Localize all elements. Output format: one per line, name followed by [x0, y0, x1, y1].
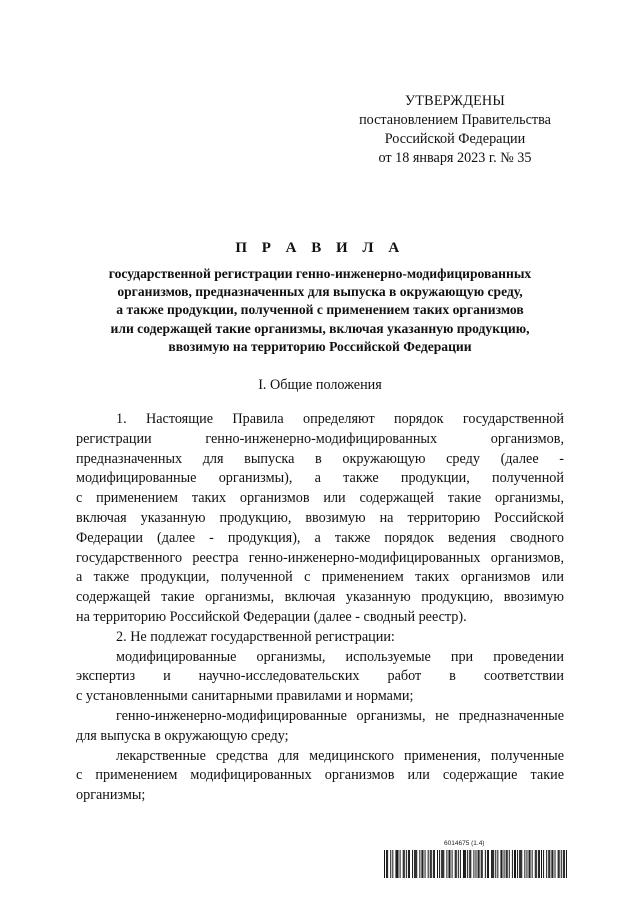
- list-item-3: [76, 747, 564, 806]
- section-heading: I. Общие положения: [258, 377, 382, 393]
- approval-line: постановлением Правительства: [359, 112, 551, 128]
- subtitle-line: а также продукции, полученной с применением таких организмов: [116, 302, 524, 318]
- text-line: государственного реестра генно-инженерно-модифицированных организмов,: [76, 549, 564, 566]
- text-line: включая указанную продукцию, ввозимую на территорию Российской: [76, 509, 564, 526]
- text-line: с установленными санитарными правилами и нормами;: [76, 688, 414, 705]
- subtitle-line: ввозимую на территорию Российской Федерации: [168, 338, 472, 354]
- paragraph-1: [76, 410, 564, 628]
- subtitle-line: или содержащей такие организмы, включая указанную продукцию,: [110, 320, 530, 336]
- text-line: регистрации генно-инженерно-модифицированных организмов,: [76, 430, 564, 447]
- list-item-2: [76, 707, 564, 747]
- text-line: Федерации (далее - продукция), а также порядок ведения сводного: [76, 529, 564, 546]
- approval-block: [340, 92, 570, 168]
- subtitle-line: организмов, предназначенных для выпуска в окружающую среду,: [117, 284, 523, 300]
- text-line: для выпуска в окружающую среду;: [76, 727, 289, 744]
- approval-line: Российской Федерации: [384, 131, 526, 147]
- text-line: на территорию Российской Федерации (далее - сводный реестр).: [76, 608, 467, 625]
- approval-heading: УТВЕРЖДЕНЫ: [405, 93, 505, 109]
- document-body: [76, 410, 564, 806]
- text-line: модифицированные организмы), а также продукции, полученной: [76, 470, 564, 487]
- approval-date: от 18 января 2023 г. № 35: [378, 150, 532, 166]
- barcode-block: [384, 840, 567, 880]
- subtitle-line: государственной регистрации генно-инженерно-модифицированных: [108, 266, 532, 281]
- text-line: содержащей такие организмы, включая указанную продукцию, ввозимую: [76, 589, 564, 606]
- text-line: а также продукции, полученной с применением таких организмов или: [76, 569, 564, 586]
- text-line: экспертиз и научно-исследовательских работ в соответствии: [76, 668, 564, 685]
- list-item-1: [76, 648, 564, 707]
- paragraph-2: [76, 628, 564, 648]
- text-line: с применением модифицированных организмов или содержащие такие: [76, 767, 564, 784]
- document-subtitle: [66, 265, 574, 356]
- text-line: лекарственные средства для медицинского применения, полученные: [116, 747, 564, 764]
- text-line: организмы;: [76, 787, 146, 804]
- document-title: П Р А В И Л А: [235, 240, 405, 256]
- text-line: 2. Не подлежат государственной регистрации:: [116, 628, 395, 645]
- text-line: генно-инженерно-модифицированные организмы, не предназначенные: [116, 707, 564, 724]
- text-line: с применением таких организмов или содержащей такие организмы,: [76, 490, 564, 507]
- barcode-number: 6014675 (1.4): [444, 840, 485, 847]
- text-line: предназначенных для выпуска в окружающую среду (далее -: [76, 450, 564, 467]
- text-line: модифицированные организмы, используемые при проведении: [116, 648, 564, 665]
- barcode-icon: [384, 850, 567, 878]
- text-line: 1. Настоящие Правила определяют порядок государственной: [116, 411, 564, 427]
